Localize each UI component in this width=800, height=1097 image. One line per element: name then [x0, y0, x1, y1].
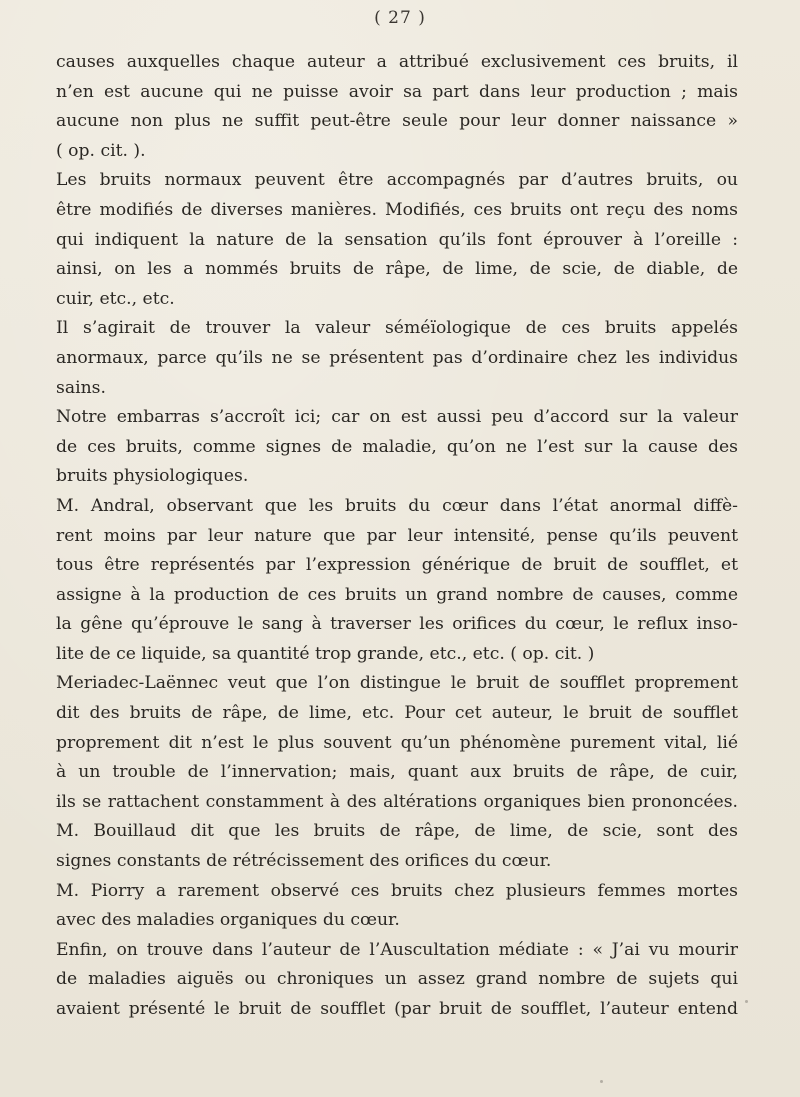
text-line: causes auxquelles chaque auteur a attribué exclusivement ces bruits, il	[56, 52, 738, 72]
text-line: tous être représentés par l’expression générique de bruit de soufflet, et	[56, 555, 738, 576]
text-line: avaient présenté le bruit de soufflet (par bruit de soufflet, l’auteur entend	[56, 999, 738, 1019]
page-number: ( 27 )	[374, 8, 426, 28]
text-line: M. Piorry a rarement observé ces bruits chez plusieurs femmes mortes	[56, 880, 738, 901]
text-line: à un trouble de l’innervation; mais, quant aux bruits de râpe, de cuir,	[56, 762, 738, 783]
text-line: anormaux, parce qu’ils ne se présentent pas d’ordinaire chez les individus	[56, 347, 738, 368]
text-line: assigne à la production de ces bruits un grand nombre de causes, comme	[56, 584, 738, 605]
text-line: rent moins par leur nature que par leur intensité, pense qu’ils peuvent	[56, 525, 738, 546]
text-line: être modifiés de diverses manières. Modifiés, ces bruits ont reçu des noms	[56, 199, 738, 220]
text-line: proprement dit n’est le plus souvent qu’un phénomène purement vital, lié	[56, 732, 738, 753]
text-line: de ces bruits, comme signes de maladie, qu’on ne l’est sur la cause des	[56, 436, 738, 457]
paper-speck	[745, 1000, 748, 1003]
text-line: Les bruits normaux peuvent être accompagnés par d’autres bruits, ou	[56, 170, 738, 191]
text-line: cuir, etc., etc.	[56, 288, 175, 309]
text-line: de maladies aiguës ou chroniques un assez grand nombre de sujets qui	[56, 969, 738, 990]
text-line: signes constants de rétrécissement des orifices du cœur.	[56, 851, 552, 872]
text-line: ils se rattachent constamment à des altérations organiques bien prononcées.	[56, 791, 738, 812]
text-line: M. Andral, observant que les bruits du cœur dans l’état anormal diffè-	[56, 495, 738, 516]
text-line: n’en est aucune qui ne puisse avoir sa part dans leur production ; mais	[56, 81, 738, 102]
text-line: Il s’agirait de trouver la valeur séméïologique de ces bruits appelés	[56, 318, 738, 339]
body-text	[56, 48, 738, 1025]
text-line: Meriadec-Laënnec veut que l’on distingue le bruit de soufflet proprement	[56, 673, 738, 694]
text-line: M. Bouillaud dit que les bruits de râpe, de lime, de scie, sont des	[56, 821, 738, 842]
text-line: ( op. cit. ).	[56, 140, 146, 161]
text-line: la gêne qu’éprouve le sang à traverser les orifices du cœur, le reflux inso-	[56, 614, 738, 635]
text-line: ainsi, on les a nommés bruits de râpe, de lime, de scie, de diable, de	[56, 259, 738, 280]
paper-speck	[600, 1080, 603, 1083]
text-line: sains.	[56, 377, 106, 398]
text-line: Enfin, on trouve dans l’auteur de l’Auscultation médiate : « J’ai vu mourir	[56, 939, 738, 960]
text-line: dit des bruits de râpe, de lime, etc. Pour cet auteur, le bruit de soufflet	[56, 703, 738, 724]
text-line: Notre embarras s’accroît ici; car on est aussi peu d’accord sur la valeur	[56, 407, 738, 428]
text-line: bruits physiologiques.	[56, 466, 249, 487]
text-line: qui indiquent la nature de la sensation qu’ils font éprouver à l’oreille :	[56, 229, 738, 250]
text-line: avec des maladies organiques du cœur.	[56, 910, 400, 931]
text-line: aucune non plus ne suffit peut-être seule pour leur donner naissance »	[56, 111, 738, 132]
text-line: lite de ce liquide, sa quantité trop grande, etc., etc. ( op. cit. )	[56, 643, 595, 664]
